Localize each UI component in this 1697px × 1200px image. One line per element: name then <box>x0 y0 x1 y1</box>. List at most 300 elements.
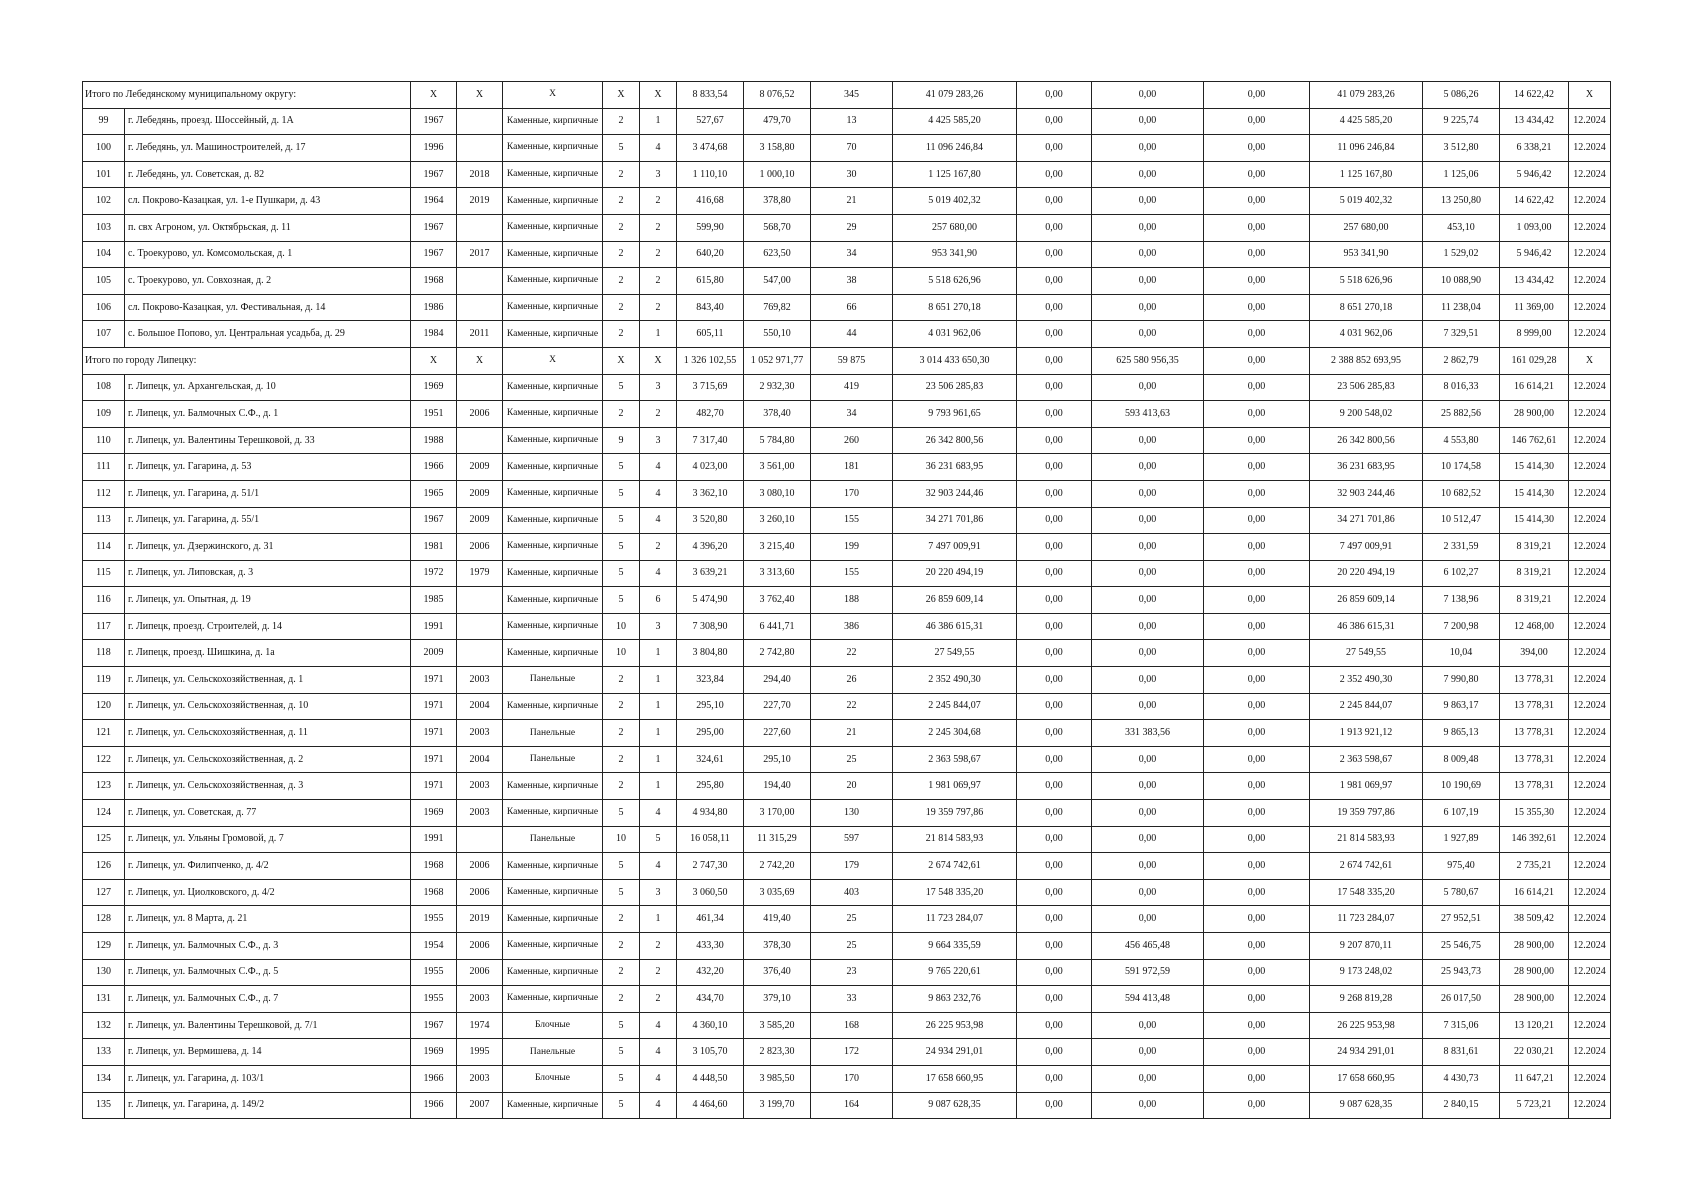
total-row <box>83 82 1611 109</box>
entrances-cell: 2 <box>640 401 677 428</box>
fund-cost-1-cell: 0,00 <box>1017 401 1092 428</box>
repair-year-cell: 1979 <box>457 560 503 587</box>
fund-cost-1-cell: 0,00 <box>1017 241 1092 268</box>
limit-cost-cell: 13 778,31 <box>1500 693 1569 720</box>
total-area-cell: 3 520,80 <box>677 507 744 534</box>
total-row <box>83 347 1611 374</box>
unit-cost-cell: 9 225,74 <box>1423 108 1500 135</box>
total-cost-cell: 2 352 490,30 <box>893 667 1017 694</box>
unit-cost-cell: 4 430,73 <box>1423 1065 1500 1092</box>
fund-cost-1-cell: 0,00 <box>1017 800 1092 827</box>
commission-year-cell: 1984 <box>411 321 457 348</box>
total-area-cell: 433,30 <box>677 933 744 960</box>
limit-cost-cell: 8 319,21 <box>1500 534 1569 561</box>
living-area-cell: 5 784,80 <box>744 427 811 454</box>
total-area-cell: 8 833,54 <box>677 82 744 109</box>
entrances-cell: 1 <box>640 108 677 135</box>
address-cell: г. Липецк, ул. Валентины Терешковой, д. 7/1 <box>125 1012 411 1039</box>
row-number: 107 <box>83 321 125 348</box>
floors-cell: 2 <box>603 108 640 135</box>
total-area-cell: 527,67 <box>677 108 744 135</box>
floors-cell: 10 <box>603 640 640 667</box>
fund-cost-3-cell: 0,00 <box>1204 693 1310 720</box>
floors-cell: 5 <box>603 135 640 162</box>
owners-cost-cell: 257 680,00 <box>1310 214 1423 241</box>
floors-cell: X <box>603 347 640 374</box>
living-area-cell: 1 000,10 <box>744 161 811 188</box>
living-area-cell: 194,40 <box>744 773 811 800</box>
completion-date-cell: 12.2024 <box>1569 294 1611 321</box>
fund-cost-1-cell: 0,00 <box>1017 879 1092 906</box>
repair-year-cell: 2019 <box>457 906 503 933</box>
entrances-cell: 4 <box>640 1092 677 1119</box>
address-cell: п. свх Агроном, ул. Октябрьская, д. 11 <box>125 214 411 241</box>
fund-cost-2-cell: 0,00 <box>1092 294 1204 321</box>
total-cost-cell: 17 658 660,95 <box>893 1065 1017 1092</box>
living-area-cell: 3 762,40 <box>744 587 811 614</box>
commission-year-cell: 1966 <box>411 1065 457 1092</box>
owners-cost-cell: 20 220 494,19 <box>1310 560 1423 587</box>
fund-cost-3-cell: 0,00 <box>1204 1039 1310 1066</box>
living-area-cell: 2 742,80 <box>744 640 811 667</box>
unit-cost-cell: 10 512,47 <box>1423 507 1500 534</box>
table-row <box>83 161 1611 188</box>
completion-date-cell: 12.2024 <box>1569 640 1611 667</box>
residents-cell: 29 <box>811 214 893 241</box>
row-number: 119 <box>83 667 125 694</box>
completion-date-cell: 12.2024 <box>1569 560 1611 587</box>
fund-cost-1-cell: 0,00 <box>1017 480 1092 507</box>
total-cost-cell: 9 765 220,61 <box>893 959 1017 986</box>
floors-cell: 2 <box>603 401 640 428</box>
living-area-cell: 550,10 <box>744 321 811 348</box>
residents-cell: 34 <box>811 241 893 268</box>
owners-cost-cell: 4 031 962,06 <box>1310 321 1423 348</box>
owners-cost-cell: 17 658 660,95 <box>1310 1065 1423 1092</box>
fund-cost-3-cell: 0,00 <box>1204 906 1310 933</box>
row-number: 135 <box>83 1092 125 1119</box>
residents-cell: 25 <box>811 906 893 933</box>
wall-material-cell: Каменные, кирпичные <box>503 454 603 481</box>
row-number: 132 <box>83 1012 125 1039</box>
floors-cell: 2 <box>603 959 640 986</box>
row-number: 106 <box>83 294 125 321</box>
table-row <box>83 214 1611 241</box>
fund-cost-2-cell: 0,00 <box>1092 1092 1204 1119</box>
residents-cell: 30 <box>811 161 893 188</box>
address-cell: г. Липецк, ул. Сельскохозяйственная, д. 10 <box>125 693 411 720</box>
address-cell: г. Липецк, ул. Вермишева, д. 14 <box>125 1039 411 1066</box>
unit-cost-cell: 2 840,15 <box>1423 1092 1500 1119</box>
fund-cost-1-cell: 0,00 <box>1017 1012 1092 1039</box>
limit-cost-cell: 15 414,30 <box>1500 480 1569 507</box>
floors-cell: 5 <box>603 587 640 614</box>
commission-year-cell: 1985 <box>411 587 457 614</box>
row-number: 133 <box>83 1039 125 1066</box>
commission-year-cell: 1967 <box>411 507 457 534</box>
completion-date-cell: 12.2024 <box>1569 1012 1611 1039</box>
fund-cost-3-cell: 0,00 <box>1204 959 1310 986</box>
completion-date-cell: 12.2024 <box>1569 693 1611 720</box>
limit-cost-cell: 14 622,42 <box>1500 82 1569 109</box>
table-row <box>83 454 1611 481</box>
residents-cell: 168 <box>811 1012 893 1039</box>
fund-cost-2-cell: 0,00 <box>1092 82 1204 109</box>
repair-year-cell: 2003 <box>457 1065 503 1092</box>
living-area-cell: 3 561,00 <box>744 454 811 481</box>
fund-cost-3-cell: 0,00 <box>1204 773 1310 800</box>
entrances-cell: 3 <box>640 161 677 188</box>
wall-material-cell: Каменные, кирпичные <box>503 879 603 906</box>
unit-cost-cell: 7 315,06 <box>1423 1012 1500 1039</box>
floors-cell: 2 <box>603 773 640 800</box>
total-area-cell: 3 362,10 <box>677 480 744 507</box>
floors-cell: 2 <box>603 268 640 295</box>
limit-cost-cell: 28 900,00 <box>1500 959 1569 986</box>
fund-cost-2-cell: 0,00 <box>1092 693 1204 720</box>
wall-material-cell: Каменные, кирпичные <box>503 241 603 268</box>
total-area-cell: 2 747,30 <box>677 853 744 880</box>
address-cell: г. Липецк, ул. Гагарина, д. 149/2 <box>125 1092 411 1119</box>
table-row <box>83 826 1611 853</box>
owners-cost-cell: 24 934 291,01 <box>1310 1039 1423 1066</box>
fund-cost-1-cell: 0,00 <box>1017 693 1092 720</box>
registry-table <box>82 81 1611 1119</box>
living-area-cell: 2 742,20 <box>744 853 811 880</box>
commission-year-cell: 1968 <box>411 879 457 906</box>
fund-cost-2-cell: 0,00 <box>1092 321 1204 348</box>
fund-cost-1-cell: 0,00 <box>1017 1039 1092 1066</box>
owners-cost-cell: 2 388 852 693,95 <box>1310 347 1423 374</box>
fund-cost-1-cell: 0,00 <box>1017 853 1092 880</box>
repair-year-cell: 2003 <box>457 800 503 827</box>
fund-cost-2-cell: 0,00 <box>1092 241 1204 268</box>
unit-cost-cell: 8 831,61 <box>1423 1039 1500 1066</box>
table-row <box>83 640 1611 667</box>
floors-cell: 5 <box>603 879 640 906</box>
row-number: 123 <box>83 773 125 800</box>
completion-date-cell: 12.2024 <box>1569 906 1611 933</box>
address-cell: с. Троекурово, ул. Комсомольская, д. 1 <box>125 241 411 268</box>
table-row <box>83 135 1611 162</box>
total-cost-cell: 2 245 304,68 <box>893 720 1017 747</box>
owners-cost-cell: 26 859 609,14 <box>1310 587 1423 614</box>
address-cell: г. Липецк, ул. Советская, д. 77 <box>125 800 411 827</box>
floors-cell: 2 <box>603 667 640 694</box>
residents-cell: 34 <box>811 401 893 428</box>
residents-cell: 130 <box>811 800 893 827</box>
completion-date-cell: 12.2024 <box>1569 268 1611 295</box>
address-cell: г. Липецк, ул. Гагарина, д. 51/1 <box>125 480 411 507</box>
entrances-cell: 4 <box>640 1065 677 1092</box>
fund-cost-3-cell: 0,00 <box>1204 427 1310 454</box>
repair-year-cell <box>457 826 503 853</box>
table-row <box>83 480 1611 507</box>
row-number: 113 <box>83 507 125 534</box>
row-number: 117 <box>83 613 125 640</box>
fund-cost-2-cell: 0,00 <box>1092 560 1204 587</box>
fund-cost-2-cell: 0,00 <box>1092 853 1204 880</box>
commission-year-cell: 1968 <box>411 853 457 880</box>
owners-cost-cell: 26 225 953,98 <box>1310 1012 1423 1039</box>
row-number: 131 <box>83 986 125 1013</box>
repair-year-cell: 2004 <box>457 693 503 720</box>
row-number: 120 <box>83 693 125 720</box>
completion-date-cell: 12.2024 <box>1569 108 1611 135</box>
entrances-cell: 2 <box>640 959 677 986</box>
address-cell: г. Лебедянь, проезд. Шоссейный, д. 1А <box>125 108 411 135</box>
repair-year-cell: 2003 <box>457 720 503 747</box>
wall-material-cell: X <box>503 82 603 109</box>
row-number: 127 <box>83 879 125 906</box>
completion-date-cell: 12.2024 <box>1569 135 1611 162</box>
fund-cost-2-cell: 591 972,59 <box>1092 959 1204 986</box>
total-area-cell: 4 934,80 <box>677 800 744 827</box>
floors-cell: 5 <box>603 853 640 880</box>
row-number: 129 <box>83 933 125 960</box>
floors-cell: 2 <box>603 693 640 720</box>
repair-year-cell <box>457 135 503 162</box>
completion-date-cell: 12.2024 <box>1569 401 1611 428</box>
row-number: 134 <box>83 1065 125 1092</box>
repair-year-cell <box>457 294 503 321</box>
residents-cell: 21 <box>811 720 893 747</box>
limit-cost-cell: 161 029,28 <box>1500 347 1569 374</box>
fund-cost-2-cell: 0,00 <box>1092 879 1204 906</box>
completion-date-cell: 12.2024 <box>1569 321 1611 348</box>
residents-cell: 164 <box>811 1092 893 1119</box>
fund-cost-2-cell: 0,00 <box>1092 667 1204 694</box>
total-area-cell: 843,40 <box>677 294 744 321</box>
fund-cost-2-cell: 0,00 <box>1092 214 1204 241</box>
table-row <box>83 906 1611 933</box>
owners-cost-cell: 27 549,55 <box>1310 640 1423 667</box>
living-area-cell: 295,10 <box>744 746 811 773</box>
total-cost-cell: 3 014 433 650,30 <box>893 347 1017 374</box>
fund-cost-3-cell: 0,00 <box>1204 507 1310 534</box>
commission-year-cell: 1971 <box>411 720 457 747</box>
table-row <box>83 374 1611 401</box>
owners-cost-cell: 7 497 009,91 <box>1310 534 1423 561</box>
floors-cell: 2 <box>603 241 640 268</box>
total-cost-cell: 9 793 961,65 <box>893 401 1017 428</box>
unit-cost-cell: 26 017,50 <box>1423 986 1500 1013</box>
entrances-cell: 2 <box>640 294 677 321</box>
total-area-cell: 461,34 <box>677 906 744 933</box>
wall-material-cell: Каменные, кирпичные <box>503 640 603 667</box>
fund-cost-2-cell: 0,00 <box>1092 427 1204 454</box>
living-area-cell: 2 823,30 <box>744 1039 811 1066</box>
living-area-cell: 379,10 <box>744 986 811 1013</box>
fund-cost-2-cell: 0,00 <box>1092 374 1204 401</box>
completion-date-cell: 12.2024 <box>1569 587 1611 614</box>
completion-date-cell: 12.2024 <box>1569 1039 1611 1066</box>
residents-cell: 170 <box>811 1065 893 1092</box>
limit-cost-cell: 8 319,21 <box>1500 560 1569 587</box>
total-area-cell: 323,84 <box>677 667 744 694</box>
living-area-cell: 568,70 <box>744 214 811 241</box>
residents-cell: 181 <box>811 454 893 481</box>
total-cost-cell: 11 723 284,07 <box>893 906 1017 933</box>
fund-cost-3-cell: 0,00 <box>1204 161 1310 188</box>
fund-cost-3-cell: 0,00 <box>1204 534 1310 561</box>
total-cost-cell: 2 674 742,61 <box>893 853 1017 880</box>
commission-year-cell: 1971 <box>411 693 457 720</box>
address-cell: г. Липецк, ул. Гагарина, д. 53 <box>125 454 411 481</box>
floors-cell: 5 <box>603 1092 640 1119</box>
row-number: 104 <box>83 241 125 268</box>
wall-material-cell: Каменные, кирпичные <box>503 933 603 960</box>
completion-date-cell: 12.2024 <box>1569 746 1611 773</box>
fund-cost-2-cell: 456 465,48 <box>1092 933 1204 960</box>
repair-year-cell: 2004 <box>457 746 503 773</box>
unit-cost-cell: 7 990,80 <box>1423 667 1500 694</box>
wall-material-cell: Каменные, кирпичные <box>503 1092 603 1119</box>
commission-year-cell: 1986 <box>411 294 457 321</box>
repair-year-cell <box>457 613 503 640</box>
fund-cost-2-cell: 0,00 <box>1092 640 1204 667</box>
fund-cost-3-cell: 0,00 <box>1204 853 1310 880</box>
owners-cost-cell: 21 814 583,93 <box>1310 826 1423 853</box>
repair-year-cell: 2007 <box>457 1092 503 1119</box>
unit-cost-cell: 10 174,58 <box>1423 454 1500 481</box>
total-cost-cell: 5 019 402,32 <box>893 188 1017 215</box>
address-cell: г. Липецк, проезд. Строителей, д. 14 <box>125 613 411 640</box>
living-area-cell: 6 441,71 <box>744 613 811 640</box>
wall-material-cell: Каменные, кирпичные <box>503 507 603 534</box>
entrances-cell: 2 <box>640 933 677 960</box>
residents-cell: 386 <box>811 613 893 640</box>
fund-cost-3-cell: 0,00 <box>1204 321 1310 348</box>
wall-material-cell: Каменные, кирпичные <box>503 906 603 933</box>
total-area-cell: 295,00 <box>677 720 744 747</box>
wall-material-cell: Каменные, кирпичные <box>503 188 603 215</box>
total-cost-cell: 26 859 609,14 <box>893 587 1017 614</box>
residents-cell: 419 <box>811 374 893 401</box>
total-area-cell: 640,20 <box>677 241 744 268</box>
address-cell: г. Липецк, ул. Циолковского, д. 4/2 <box>125 879 411 906</box>
repair-year-cell: 2019 <box>457 188 503 215</box>
fund-cost-3-cell: 0,00 <box>1204 1012 1310 1039</box>
fund-cost-2-cell: 331 383,56 <box>1092 720 1204 747</box>
living-area-cell: 3 035,69 <box>744 879 811 906</box>
unit-cost-cell: 9 865,13 <box>1423 720 1500 747</box>
residents-cell: 22 <box>811 640 893 667</box>
limit-cost-cell: 16 614,21 <box>1500 879 1569 906</box>
residents-cell: 13 <box>811 108 893 135</box>
address-cell: сл. Покрово-Казацкая, ул. Фестивальная, д. 14 <box>125 294 411 321</box>
wall-material-cell: Каменные, кирпичные <box>503 294 603 321</box>
repair-year-cell <box>457 640 503 667</box>
commission-year-cell: 1971 <box>411 667 457 694</box>
row-number: 116 <box>83 587 125 614</box>
fund-cost-3-cell: 0,00 <box>1204 347 1310 374</box>
entrances-cell: 5 <box>640 826 677 853</box>
living-area-cell: 11 315,29 <box>744 826 811 853</box>
unit-cost-cell: 1 927,89 <box>1423 826 1500 853</box>
commission-year-cell: 1971 <box>411 746 457 773</box>
fund-cost-3-cell: 0,00 <box>1204 560 1310 587</box>
repair-year-cell: 1995 <box>457 1039 503 1066</box>
fund-cost-1-cell: 0,00 <box>1017 321 1092 348</box>
repair-year-cell: 2009 <box>457 480 503 507</box>
total-cost-cell: 23 506 285,83 <box>893 374 1017 401</box>
living-area-cell: 3 158,80 <box>744 135 811 162</box>
entrances-cell: 1 <box>640 773 677 800</box>
repair-year-cell: X <box>457 347 503 374</box>
entrances-cell: X <box>640 82 677 109</box>
repair-year-cell: 2003 <box>457 773 503 800</box>
fund-cost-2-cell: 0,00 <box>1092 1039 1204 1066</box>
total-area-cell: 605,11 <box>677 321 744 348</box>
repair-year-cell: 1974 <box>457 1012 503 1039</box>
wall-material-cell: Панельные <box>503 826 603 853</box>
owners-cost-cell: 17 548 335,20 <box>1310 879 1423 906</box>
fund-cost-1-cell: 0,00 <box>1017 1092 1092 1119</box>
unit-cost-cell: 1 125,06 <box>1423 161 1500 188</box>
commission-year-cell: X <box>411 82 457 109</box>
floors-cell: 2 <box>603 188 640 215</box>
fund-cost-3-cell: 0,00 <box>1204 401 1310 428</box>
wall-material-cell: Каменные, кирпичные <box>503 800 603 827</box>
row-number: 105 <box>83 268 125 295</box>
limit-cost-cell: 13 778,31 <box>1500 667 1569 694</box>
limit-cost-cell: 13 778,31 <box>1500 720 1569 747</box>
total-area-cell: 7 308,90 <box>677 613 744 640</box>
unit-cost-cell: 25 943,73 <box>1423 959 1500 986</box>
fund-cost-3-cell: 0,00 <box>1204 268 1310 295</box>
living-area-cell: 769,82 <box>744 294 811 321</box>
unit-cost-cell: 25 546,75 <box>1423 933 1500 960</box>
wall-material-cell: Каменные, кирпичные <box>503 534 603 561</box>
total-cost-cell: 5 518 626,96 <box>893 268 1017 295</box>
wall-material-cell: Каменные, кирпичные <box>503 613 603 640</box>
living-area-cell: 378,40 <box>744 401 811 428</box>
total-area-cell: 615,80 <box>677 268 744 295</box>
address-cell: г. Липецк, ул. Сельскохозяйственная, д. 2 <box>125 746 411 773</box>
limit-cost-cell: 5 946,42 <box>1500 161 1569 188</box>
fund-cost-1-cell: 0,00 <box>1017 294 1092 321</box>
commission-year-cell: 1951 <box>411 401 457 428</box>
total-cost-cell: 953 341,90 <box>893 241 1017 268</box>
total-area-cell: 4 023,00 <box>677 454 744 481</box>
commission-year-cell: X <box>411 347 457 374</box>
address-cell: сл. Покрово-Казацкая, ул. 1-е Пушкари, д. 43 <box>125 188 411 215</box>
table-row <box>83 560 1611 587</box>
commission-year-cell: 1955 <box>411 959 457 986</box>
living-area-cell: 294,40 <box>744 667 811 694</box>
residents-cell: 172 <box>811 1039 893 1066</box>
total-cost-cell: 2 245 844,07 <box>893 693 1017 720</box>
total-cost-cell: 4 031 962,06 <box>893 321 1017 348</box>
residents-cell: 70 <box>811 135 893 162</box>
fund-cost-2-cell: 0,00 <box>1092 161 1204 188</box>
entrances-cell: 1 <box>640 906 677 933</box>
limit-cost-cell: 13 778,31 <box>1500 773 1569 800</box>
fund-cost-3-cell: 0,00 <box>1204 1065 1310 1092</box>
repair-year-cell <box>457 108 503 135</box>
entrances-cell: 2 <box>640 986 677 1013</box>
completion-date-cell: 12.2024 <box>1569 161 1611 188</box>
limit-cost-cell: 14 622,42 <box>1500 188 1569 215</box>
owners-cost-cell: 1 913 921,12 <box>1310 720 1423 747</box>
fund-cost-2-cell: 0,00 <box>1092 826 1204 853</box>
wall-material-cell: Каменные, кирпичные <box>503 773 603 800</box>
row-number: 121 <box>83 720 125 747</box>
address-cell: г. Липецк, ул. Балмочных С.Ф., д. 1 <box>125 401 411 428</box>
floors-cell: 10 <box>603 826 640 853</box>
address-cell: г. Лебедянь, ул. Советская, д. 82 <box>125 161 411 188</box>
